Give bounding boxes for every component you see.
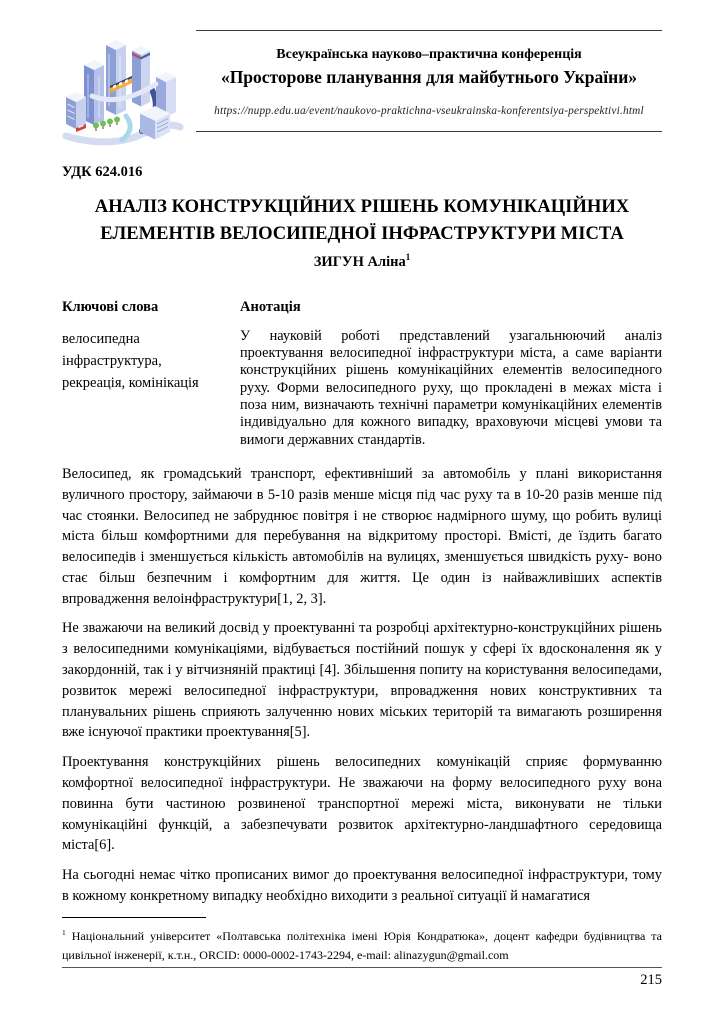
- body-paragraph: На сьогодні немає чітко прописаних вимог до проектування велосипедної інфраструктури, тому в кожному конкретному випадку необхідно виходити з реальної ситуації й намагатися: [62, 867, 662, 905]
- conference-banner: [196, 30, 662, 132]
- footnote-text: [62, 923, 662, 965]
- city-illustration-icon: [62, 32, 186, 148]
- conference-url-link[interactable]: https://nupp.edu.ua/event/naukovo-praktichna-vseukrainska-konferentsiya-perspektivi.html: [214, 105, 644, 117]
- conference-name: Всеукраїнська науково–практична конференція: [276, 47, 582, 62]
- footnote-mark: 1: [62, 927, 66, 937]
- page-footer: [62, 967, 662, 989]
- footnote-body: Національний університет «Полтавська політехніка імені Юрія Кондратюка», доцент кафедри будівництва та цивільної інженерії, к.т.н., ORCID: 0000-0002-1743-2294, e-mail: alinazygun@gmail.com: [62, 928, 662, 962]
- footnote-divider: [62, 917, 206, 918]
- body-paragraph: Проектування конструкційних рішень велосипедних комунікацій сприяє формуванню комфортної велосипедної інфраструктури. Не зважаючи на форму велосипедного руху вона повинна бути частиною розвиненої транспортної мережі міста, виконувати не тільки комунікаційні функцій, а забезпечувати розвиток архітектурно-ландшафтного середовища міста[6].: [62, 754, 662, 854]
- abstract-text: У науковій роботі представлений узагальнюючий аналіз проектування велосипедної інфраструктури міста, а саме варіанти конструкційних рішень комунікаційних елементів велосипедного руху. Форми велосипедного руху, що прокладені в межах міста і поза ним, визначають технічні параметри комунікаційних елементів індивідуально для кожного випадку, враховуючи місцеві умови та вимоги державних стандартів.: [240, 327, 662, 448]
- keywords-column: [62, 298, 240, 449]
- udc-code: УДК 624.016: [62, 164, 143, 180]
- author-footnote-mark: 1: [405, 252, 411, 262]
- conference-header: [62, 30, 662, 148]
- author-name: ЗИГУН Аліна: [313, 253, 406, 270]
- article-body: [62, 464, 662, 907]
- body-paragraph: Не зважаючи на великий досвід у проектуванні та розробці архітектурно-конструкційних рішень з велосипедними комунікаціями, відбувається постійний пошук у сфері їх вдосконалення як у закордонній, так і у вітчизняній практиці [4]. Збільшення попиту на користування велосипедами, розвиток мережі велосипедної інфраструктури, впровадження нових конструктивних та планувальних рішень сприяють залученню нових міських територій та вимагають розширення вже існуючої практики проектування[5].: [62, 620, 662, 741]
- abstract-heading: Анотація: [240, 298, 301, 315]
- author-line: [62, 252, 662, 271]
- keywords-heading: Ключові слова: [62, 298, 159, 315]
- page-number: 215: [640, 972, 662, 988]
- keywords-text: велосипедна інфраструктура, рекреація, комінікація: [62, 330, 199, 392]
- paper-title: АНАЛІЗ КОНСТРУКЦІЙНИХ РІШЕНЬ КОМУНІКАЦІЙНИХ ЕЛЕМЕНТІВ ВЕЛОСИПЕДНОЇ ІНФРАСТРУКТУРИ МІСТА: [94, 196, 630, 244]
- keywords-abstract-section: [62, 298, 662, 449]
- conference-title: «Просторове планування для майбутнього України»: [220, 67, 638, 87]
- abstract-column: [240, 298, 662, 449]
- body-paragraph: Велосипед, як громадський транспорт, ефективніший за автомобіль у плані використання вуличного простору, займаючи в 5-10 разів менше місця під час руху та в 10-20 разів менше під час стоянки. Велосипед не забруднює повітря і не створює надмірного шуму, що робить вулиці міста більш комфортними для перебування на відкритому просторі. Вмісті, де їздить багато велосипедів і зменшується кількість автомобілів на вулицях, зменшується швидкість руху- воно стає більш безпечним і комфортним для життя. Це один із найважливіших аспектів впровадження велоінфраструктури[1, 2, 3].: [62, 465, 662, 607]
